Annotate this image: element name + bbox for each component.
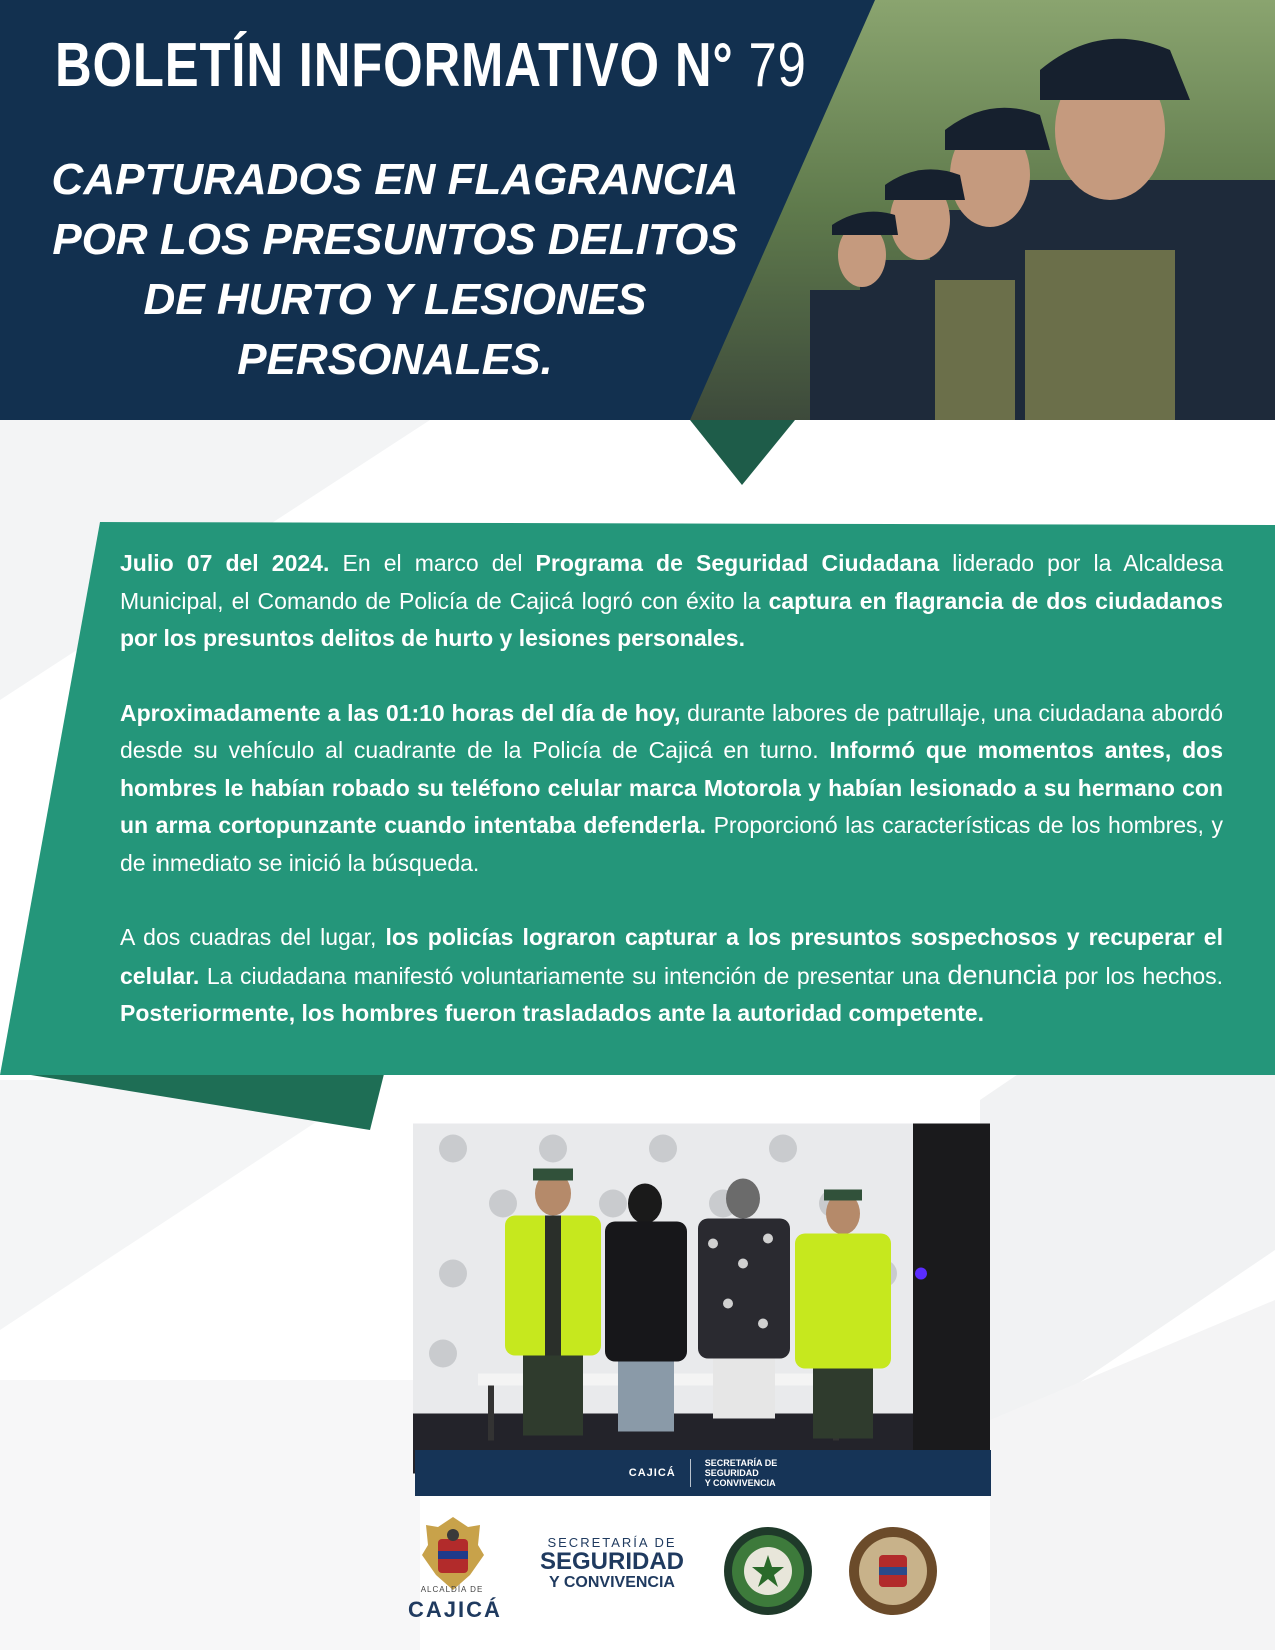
- headline-line: DE HURTO Y LESIONES: [143, 275, 647, 324]
- cajica-logo-text: CAJICÁ: [408, 1597, 502, 1622]
- bulletin-number: 79: [748, 31, 807, 100]
- capture-photo: [413, 1102, 990, 1495]
- photo-caption-bar: [415, 1450, 991, 1496]
- headline-line: CAPTURADOS EN FLAGRANCIA: [51, 155, 739, 204]
- municipal-seal-icon: [847, 1525, 939, 1617]
- bulletin-title: BOLETÍN INFORMATIVO N° 79: [55, 31, 807, 100]
- article-body: [120, 545, 1223, 1070]
- secretaria-label: SECRETARÍA DE SEGURIDAD Y CONVIVENCIA: [704, 1458, 778, 1488]
- headline-line: PERSONALES.: [237, 335, 553, 384]
- cajica-coat-of-arms-icon: [418, 1515, 488, 1593]
- police-shield-icon: [722, 1525, 814, 1617]
- headline-line: POR LOS PRESUNTOS DELITOS: [52, 215, 738, 264]
- logos-row: [400, 1505, 960, 1645]
- caption-divider: [690, 1459, 691, 1487]
- cajica-small-label: ALCALDÍA DE: [420, 1585, 484, 1594]
- paragraph-1: Julio 07 del 2024. En el marco del Programa de Seguridad Ciudadana liderado por la Alcaldesa Municipal, el Comando de Policía de Cajicá logró con éxito la captura en flagrancia de dos ciudadanos por los presuntos delitos de hurto y lesiones personales.: [120, 550, 1223, 651]
- cajica-label: CAJICÁ: [628, 1467, 676, 1479]
- secretaria-logo: SECRETARÍA DE SEGURIDAD Y CONVIVENCIA: [540, 1535, 685, 1591]
- paragraph-2: Aproximadamente a las 01:10 horas del día de hoy, durante labores de patrullaje, una ciudadana abordó desde su vehículo al cuadrante de la Policía de Cajicá en turno. Informó que momentos antes, dos hombres le habían robado su teléfono celular marca Motorola y habían lesionado a su hermano con un arma cortopunzante cuando intentaba defenderla. Proporcionó las características de los hombres, y de inmediato se inició la búsqueda.: [120, 699, 1223, 876]
- paragraph-3: A dos cuadras del lugar, los policías lograron capturar a los presuntos sospechosos y recuperar el celular. La ciudadana manifestó voluntariamente su intención de presentar una denuncia por los hechos. Posteriormente, los hombres fueron trasladados ante la autoridad competente.: [120, 924, 1223, 1026]
